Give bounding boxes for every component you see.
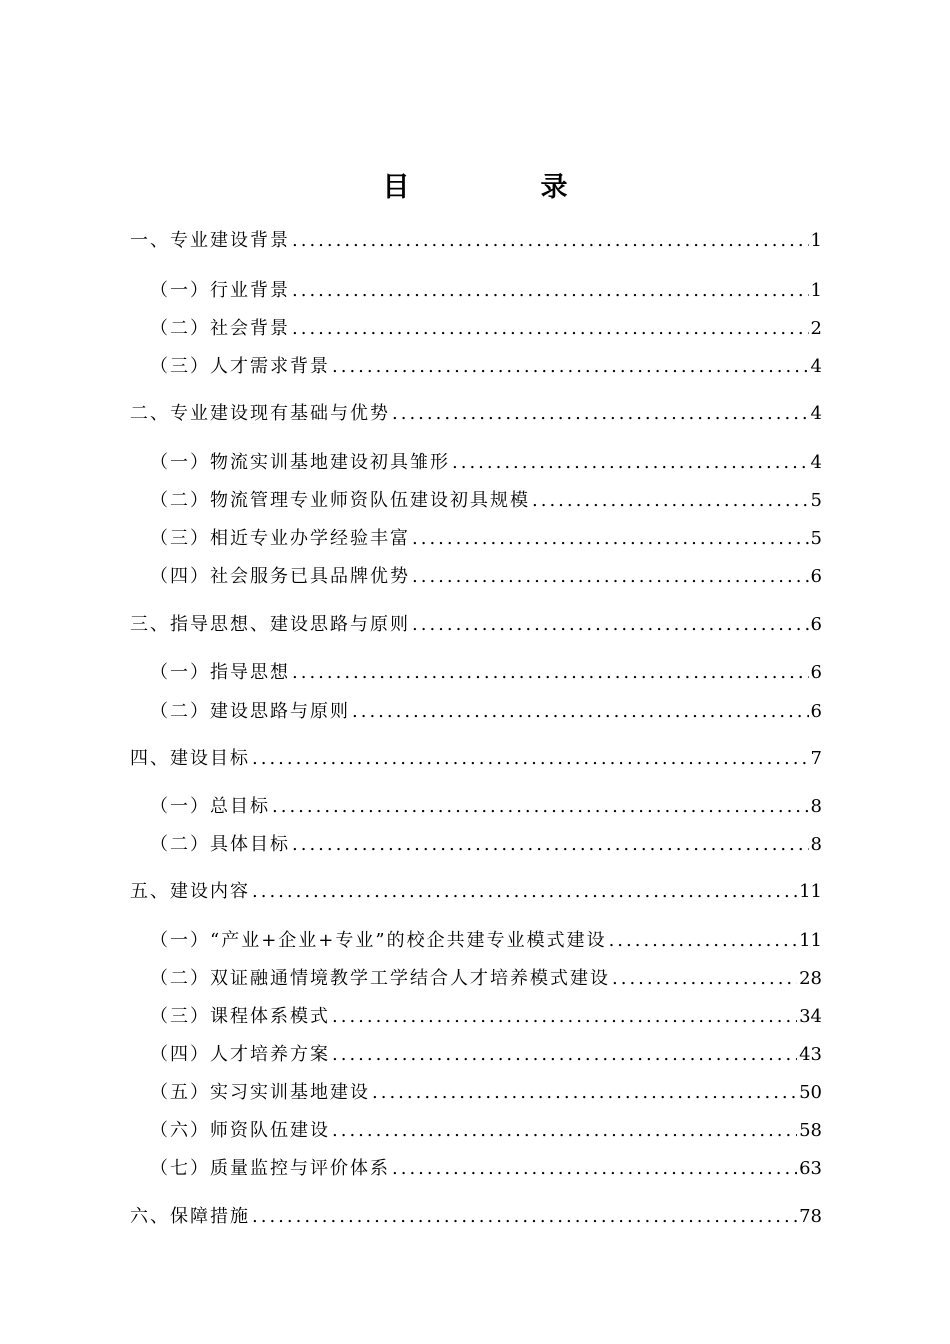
toc-entry-label: 六、保障措施 xyxy=(130,1206,250,1227)
toc-entry[interactable] xyxy=(130,226,822,256)
toc-dot-leader xyxy=(292,830,809,860)
toc-entry-page: 6 xyxy=(810,662,822,683)
toc-entry[interactable] xyxy=(150,314,822,344)
toc-entry[interactable] xyxy=(130,399,822,429)
toc-entry-label: 一、专业建设背景 xyxy=(130,230,290,251)
toc-entry-label: （四）人才培养方案 xyxy=(150,1044,330,1065)
toc-entry-page: 1 xyxy=(810,280,822,301)
toc-dot-leader xyxy=(372,1078,797,1108)
toc-entry-label: （二）具体目标 xyxy=(150,834,290,855)
toc-entry[interactable] xyxy=(130,610,822,640)
toc-entry[interactable] xyxy=(150,524,822,554)
toc-dot-leader xyxy=(452,448,809,478)
page-title: 目 录 xyxy=(382,172,620,203)
toc-entry-label: （二）物流管理专业师资队伍建设初具规模 xyxy=(150,490,530,511)
toc-entry-page: 4 xyxy=(810,356,822,377)
toc-entry-label: （七）质量监控与评价体系 xyxy=(150,1158,390,1179)
toc-entry-label: （六）师资队伍建设 xyxy=(150,1120,330,1141)
toc-entry-label: 三、指导思想、建设思路与原则 xyxy=(130,614,410,635)
toc-entry[interactable] xyxy=(150,486,822,516)
toc-dot-leader xyxy=(252,877,797,907)
toc-dot-leader xyxy=(412,562,809,592)
toc-entry-label: （一）总目标 xyxy=(150,796,270,817)
toc-dot-leader xyxy=(392,1154,797,1184)
toc-entry-label: 五、建设内容 xyxy=(130,881,250,902)
toc-dot-leader xyxy=(412,524,809,554)
toc-entry[interactable] xyxy=(150,448,822,478)
toc-entry-page: 7 xyxy=(810,748,822,769)
toc-dot-leader xyxy=(332,1040,797,1070)
toc-dot-leader xyxy=(609,926,798,956)
toc-dot-leader xyxy=(292,226,809,256)
toc-entry-label: （三）人才需求背景 xyxy=(150,356,330,377)
toc-dot-leader xyxy=(352,697,809,727)
toc-dot-leader xyxy=(252,1202,797,1232)
toc-entry-page: 8 xyxy=(810,796,822,817)
toc-entry-page: 63 xyxy=(799,1158,822,1179)
toc-entry[interactable] xyxy=(130,744,822,774)
toc-entry-page: 34 xyxy=(799,1006,822,1027)
toc-entry-page: 78 xyxy=(799,1206,822,1227)
toc-entry-page: 4 xyxy=(810,452,822,473)
toc-entry-label: 二、专业建设现有基础与优势 xyxy=(130,403,390,424)
toc-dot-leader xyxy=(272,792,809,822)
toc-entry-page: 58 xyxy=(799,1120,822,1141)
toc-entry-label: （一）物流实训基地建设初具雏形 xyxy=(150,452,450,473)
toc-entry[interactable] xyxy=(150,697,822,727)
toc-entry[interactable] xyxy=(150,1078,822,1108)
toc-entry[interactable] xyxy=(130,877,822,907)
toc-dot-leader xyxy=(532,486,809,516)
toc-dot-leader xyxy=(292,314,809,344)
toc-entry-page: 11 xyxy=(799,930,822,951)
toc-entry-page: 43 xyxy=(799,1044,822,1065)
toc-dot-leader xyxy=(252,744,809,774)
toc-entry[interactable] xyxy=(130,1202,822,1232)
toc-entry-page: 1 xyxy=(810,230,822,251)
toc-entry[interactable] xyxy=(150,276,822,306)
toc-entry-page: 5 xyxy=(810,528,822,549)
toc-entry-label: （二）双证融通情境教学工学结合人才培养模式建设 xyxy=(150,968,610,989)
toc-entry[interactable] xyxy=(150,1040,822,1070)
toc-entry-label: （一）行业背景 xyxy=(150,280,290,301)
toc-entry-page: 11 xyxy=(799,881,822,902)
toc-dot-leader xyxy=(292,276,809,306)
toc-entry-page: 8 xyxy=(810,834,822,855)
toc-entry-page: 50 xyxy=(799,1082,822,1103)
toc-entry[interactable] xyxy=(150,352,822,382)
toc-dot-leader xyxy=(612,964,797,994)
toc-entry-label: （三）课程体系模式 xyxy=(150,1006,330,1027)
toc-dot-leader xyxy=(412,610,809,640)
toc-dot-leader xyxy=(292,658,809,688)
toc-entry[interactable] xyxy=(150,792,822,822)
toc-entry-label: （三）相近专业办学经验丰富 xyxy=(150,528,410,549)
toc-entry[interactable] xyxy=(150,658,822,688)
toc-entry-page: 5 xyxy=(810,490,822,511)
toc-dot-leader xyxy=(332,352,809,382)
toc-entry-label: （一）指导思想 xyxy=(150,662,290,683)
toc-dot-leader xyxy=(392,399,809,429)
toc-entry-page: 4 xyxy=(810,403,822,424)
toc-entry[interactable] xyxy=(150,1002,822,1032)
toc-entry-label: （五）实习实训基地建设 xyxy=(150,1082,370,1103)
toc-entry[interactable] xyxy=(150,830,822,860)
toc-entry[interactable] xyxy=(150,1116,822,1146)
toc-entry-page: 2 xyxy=(810,318,822,339)
toc-entry-label: 四、建设目标 xyxy=(130,748,250,769)
toc-dot-leader xyxy=(332,1002,797,1032)
toc-entry-page: 6 xyxy=(810,566,822,587)
toc-entry[interactable] xyxy=(150,926,822,956)
toc-entry-label: （二）建设思路与原则 xyxy=(150,701,350,722)
toc-entry-label: （一）“产业+企业+专业”的校企共建专业模式建设 xyxy=(150,930,607,951)
toc-entry[interactable] xyxy=(150,562,822,592)
toc-entry-label: （四）社会服务已具品牌优势 xyxy=(150,566,410,587)
toc-entry-page: 6 xyxy=(810,701,822,722)
toc-entry-page: 6 xyxy=(810,614,822,635)
toc-entry-label: （二）社会背景 xyxy=(150,318,290,339)
toc-entry-page: 28 xyxy=(799,968,822,989)
toc-entry[interactable] xyxy=(150,964,822,994)
toc-entry[interactable] xyxy=(150,1154,822,1184)
toc-dot-leader xyxy=(332,1116,797,1146)
